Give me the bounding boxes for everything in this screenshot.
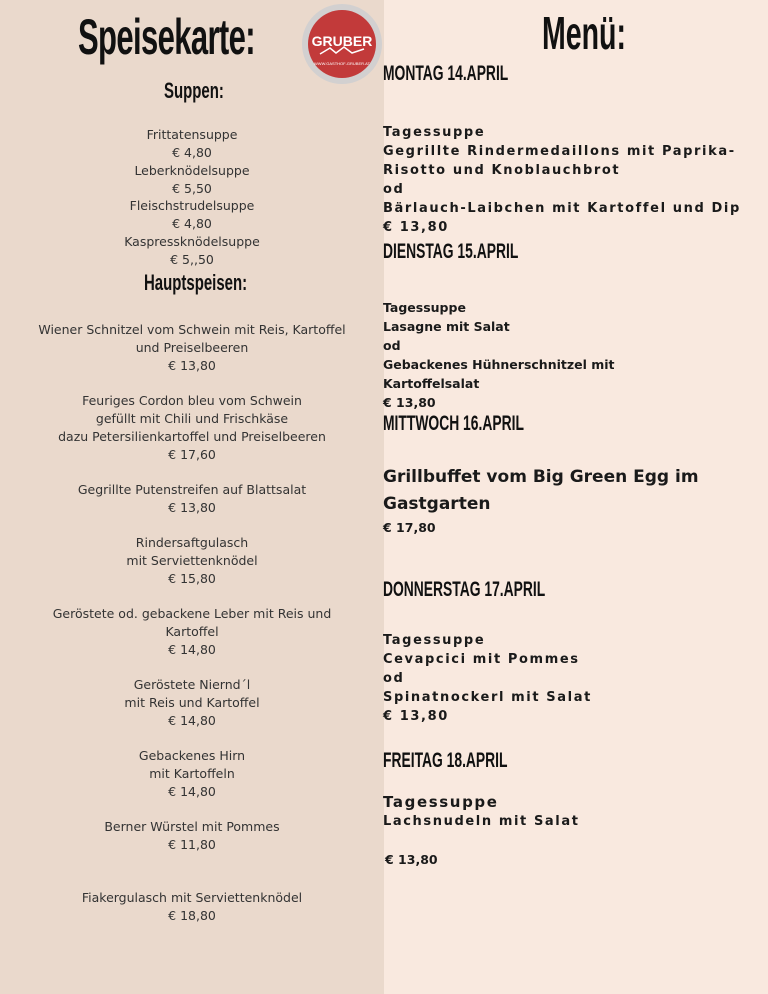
- main-item: Geröstete Niernd´l mit Reis und Kartoffel € 14,80: [124, 677, 260, 728]
- main-item: Gebackenes Hirn mit Kartoffeln € 14,80: [138, 748, 246, 799]
- main-item: Fiakergulasch mit Serviettenknödel € 18,80: [81, 890, 303, 923]
- price: € 13,80: [383, 709, 449, 724]
- soup-item: Kaspressknödelsuppe € 5,,50: [124, 234, 260, 267]
- day-heading-monday: MONTAG 14.APRIL: [383, 62, 509, 85]
- main-item: Rindersaftgulasch mit Serviettenknödel € 15,80: [126, 535, 258, 586]
- speisekarte-title: Speisekarte:: [78, 9, 255, 65]
- price: € 17,80: [383, 520, 436, 535]
- menue-title: Menü:: [542, 7, 626, 59]
- soups-heading: Suppen:: [164, 78, 224, 103]
- price: € 13,80: [383, 395, 436, 410]
- soup-item: Frittatensuppe € 4,80: [146, 127, 238, 160]
- logo-url: WWW.GASTHOF-GRUBER.AT: [314, 61, 370, 66]
- mains-heading: Hauptspeisen:: [144, 270, 248, 295]
- main-item: Wiener Schnitzel vom Schwein mit Reis, Kartoffel und Preiselbeeren € 13,80: [38, 322, 346, 373]
- day-block-tuesday: Tagessuppe Lasagne mit Salat od Gebackenes Hühnerschnitzel mit Kartoffelsalat € 13,80: [383, 298, 763, 412]
- gruber-logo-icon: [300, 2, 384, 86]
- main-item: Feuriges Cordon bleu vom Schwein gefüllt mit Chili und Frischkäse dazu Petersilienkartoffel und Preiselbeeren € 17,60: [58, 393, 326, 462]
- day-heading-tuesday: DIENSTAG 15.APRIL: [383, 240, 519, 263]
- day-block-friday: Tagessuppe Lachsnudeln mit Salat: [383, 793, 580, 829]
- main-item: Berner Würstel mit Pommes € 11,80: [104, 819, 280, 852]
- main-item: Geröstete od. gebackene Leber mit Reis und Kartoffel € 14,80: [52, 606, 332, 657]
- price: € 13,80: [383, 220, 449, 235]
- day-heading-wednesday: MITTWOCH 16.APRIL: [383, 412, 524, 435]
- main-item: Gegrillte Putenstreifen auf Blattsalat € 13,80: [77, 482, 307, 515]
- soup-item: Leberknödelsuppe € 5,50: [134, 163, 250, 196]
- day-block-thursday: Tagessuppe Cevapcici mit Pommes od Spinatnockerl mit Salat € 13,80: [383, 631, 763, 726]
- day-block-wednesday: Grillbuffet vom Big Green Egg im Gastgarten € 17,80: [383, 464, 763, 537]
- logo-name: GRUBER: [311, 33, 373, 49]
- soup-item: Fleischstrudelsuppe € 4,80: [129, 198, 255, 231]
- day-heading-thursday: DONNERSTAG 17.APRIL: [383, 578, 546, 601]
- day-block-monday: Tagessuppe Gegrillte Rindermedaillons mit Paprika- Risotto und Knoblauchbrot od Bärlauch-Laibchen mit Kartoffel und Dip € 13,80: [383, 123, 763, 237]
- price-friday: € 13,80: [385, 852, 438, 867]
- day-heading-friday: FREITAG 18.APRIL: [383, 749, 508, 772]
